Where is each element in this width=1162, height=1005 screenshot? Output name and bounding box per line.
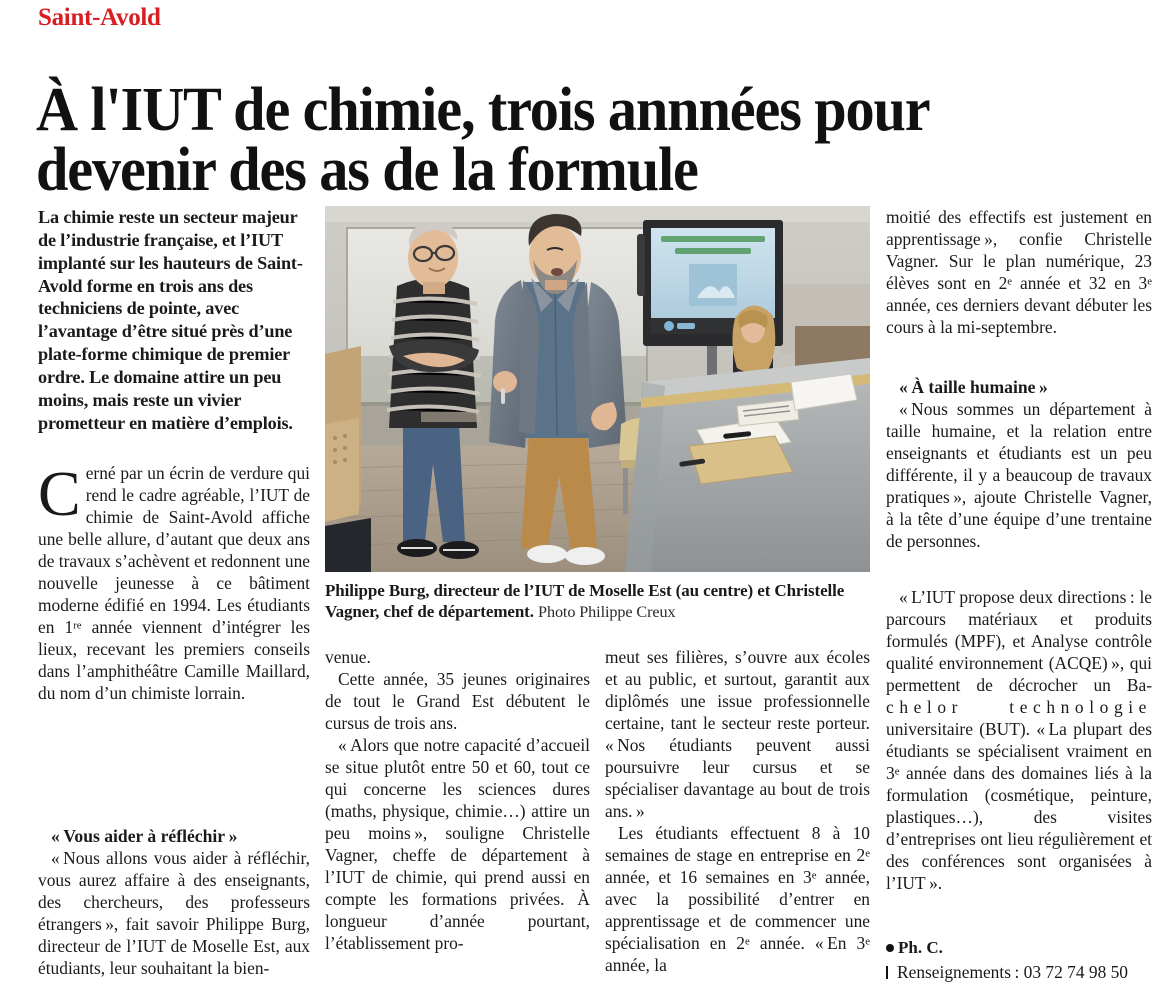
headline-line-2: devenir des as de la formule	[36, 135, 698, 204]
contact-info-line	[886, 962, 1152, 983]
location-kicker: Saint-Avold	[38, 4, 161, 31]
body-column-1-lower	[38, 826, 310, 979]
body-column-3	[605, 646, 870, 976]
ordinal-suffix: e	[1147, 275, 1152, 288]
ordinal-suffix: e	[865, 847, 870, 860]
paragraph: « Nous allons vous aider à réfléchir, vous aurez affaire à des enseignants, des chercheurs, des professeurs étrangers », fait savoir Philippe Burg, directeur de l’IUT de Moselle Est, aux étudiants, leur souhaitant la bien-	[38, 848, 310, 979]
ordinal-suffix: e	[811, 869, 817, 882]
article-photo-block	[325, 206, 870, 623]
body-column-2	[325, 646, 590, 954]
paragraph	[886, 586, 1152, 894]
paragraph: « Alors que notre capacité d’accueil se situe plutôt entre 50 et 60, tout ce qui concerne les sciences dures (maths, physique, chimie…) attire un peu moins », souligne Christelle Vagner, cheffe de département à l’IUT de chimie, qui prend aussi en compte les formations privées. À longueur d’année pourtant, l’établissement pro-	[325, 735, 590, 954]
body-column-4-middle	[886, 377, 1152, 552]
ordinal-suffix: e	[1007, 275, 1013, 288]
paragraph-text: « L’IUT propose deux directions : le parcours matériaux et produits formulés (MPF), et Analyse contrôle qualité environnement (ACQE) », qui permettent de décrocher un Ba-	[886, 587, 1152, 696]
paragraph-text: moitié des effectifs est justement en apprentissage », confie Christelle Vagner. Sur le plan numérique, 23 élèves sont en 2	[886, 207, 1152, 294]
drop-cap-letter: C	[38, 458, 81, 529]
subheading-a-taille-humaine: « À taille humaine »	[899, 377, 1048, 397]
headline-line-1: À l'IUT de chimie, trois annnées pour	[36, 75, 930, 144]
paragraph-text: année, et 16 semaines en 3	[605, 867, 812, 888]
paragraph-text: année dans des domaines liés à la formulation (cosmétique, peinture, plastiques…), des visites d’entreprises ont lieu régulièrement et des conférences sont organisées à l’IUT ».	[886, 763, 1152, 894]
paragraph-text-tracked: chelor technologie	[886, 697, 1152, 718]
paragraph-text: année et 32 en 3	[1012, 273, 1148, 294]
paragraph-text: année. « En 3	[749, 933, 866, 954]
paragraph-text: année, ces derniers devant débuter les cours à la mi-septembre.	[886, 295, 1152, 338]
paragraph: venue.	[325, 647, 371, 667]
paragraph-text: erné par un écrin de verdure qui rend le cadre agréable, l’IUT de chimie de Saint-Avold affiche une belle allure, d’autant que deux ans de travaux s’achèvent et redonnent une nouvelle jeunesse à ce bâtiment moderne édifié en 1994. Les étudiants en 1	[38, 463, 310, 638]
bullet-icon	[886, 944, 894, 952]
body-column-4-top	[886, 206, 1152, 338]
article-lede: La chimie reste un secteur majeur de l’industrie française, et l’IUT implanté sur les hauteurs de Saint-Avold forme en trois ans des techniciens de pointe, avec l’avantage d’être situé près d’une plate-forme chimique de premier ordre. Le domaine attire un peu moins, mais reste un vivier prometteur en matière d’emplois.	[38, 207, 303, 433]
paragraph-text-tail: année viennent d’intégrer les lieux, recevant les premiers conseils dans l’amphithéâtre Camille Maillard, du nom d’un chimiste lorrain.	[38, 617, 310, 704]
article-photo	[325, 206, 870, 572]
paragraph: Cette année, 35 jeunes originaires de tout le Grand Est débutent le cursus de trois ans.	[325, 669, 590, 734]
photo-caption	[325, 581, 870, 623]
paragraph	[886, 206, 1152, 338]
article-headline	[36, 75, 1070, 204]
info-label: Renseignements :	[897, 962, 1020, 982]
paragraph: meut ses filières, s’ouvre aux écoles et au public, et surtout, garantit aux diplômés une issue professionnelle certaine, tant le secteur reste porteur. « Nos étudiants peuvent aussi poursuivre leur cursus et se spécialiser davantage au bout de trois ans. »	[605, 647, 870, 822]
phone-number: 03 72 74 98 50	[1023, 962, 1128, 982]
photo-caption-text: Philippe Burg, directeur de l’IUT de Moselle Est (au centre) et Christelle Vagner, chef de département.	[325, 581, 845, 621]
paragraph-text: Les étudiants effectuent 8 à 10 semaines de stage en entreprise en 2	[605, 823, 870, 866]
ordinal-suffix: e	[865, 935, 870, 948]
author-signature	[886, 938, 1152, 958]
paragraph-text: année, la	[605, 955, 667, 976]
photo-credit: Photo Philippe Creux	[538, 602, 676, 621]
ordinal-suffix: e	[894, 765, 900, 778]
paragraph-text: année, avec la possibilité d’entrer en apprentissage et de commencer une spécialisation en 2	[605, 867, 870, 954]
vertical-rule-icon	[886, 966, 888, 979]
author-initials: Ph. C.	[898, 938, 943, 957]
paragraph-text: universitaire (BUT). « La plupart des étudiants se spécialisent vraiment en 3	[886, 719, 1152, 784]
paragraph-dropcap	[38, 458, 310, 704]
body-column-1	[38, 458, 310, 704]
ordinal-suffix: re	[73, 619, 82, 632]
paragraph: « Nous sommes un département à taille humaine, et la relation entre enseignants et étudiants est un peu différente, il y a beaucoup de travaux pratiques », ajoute Christelle Vagner, à la tête d’une équipe d’une trentaine de personnes.	[886, 399, 1152, 552]
body-column-4-lower	[886, 586, 1152, 894]
paragraph	[605, 822, 870, 976]
ordinal-suffix: e	[745, 935, 750, 948]
subheading-vous-aider: « Vous aider à réfléchir »	[51, 826, 238, 846]
